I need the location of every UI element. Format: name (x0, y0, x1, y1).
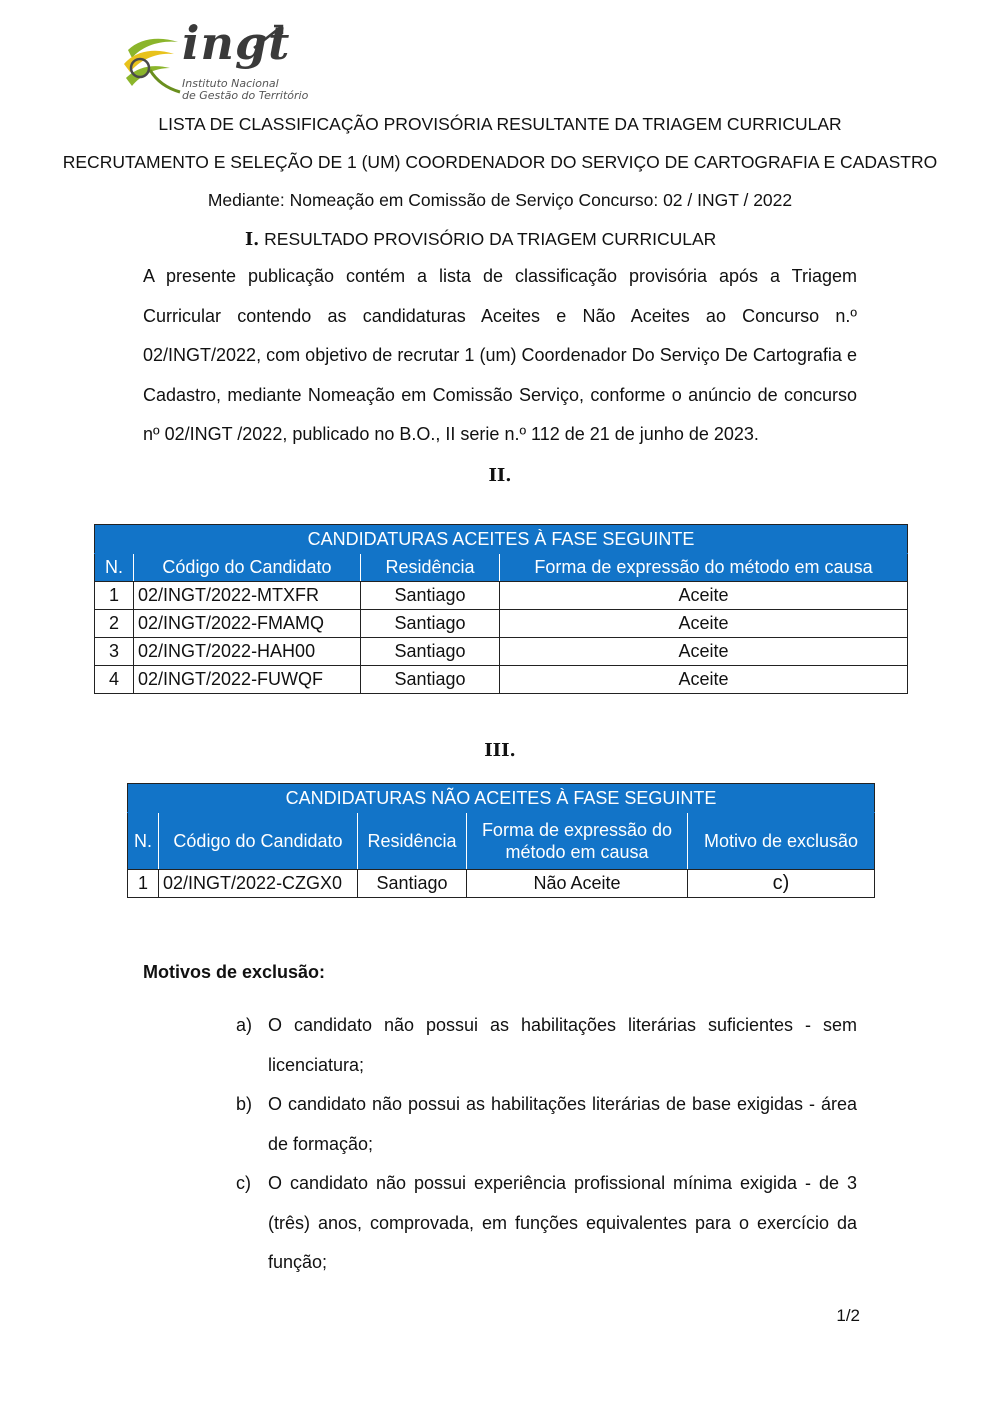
exclusion-reasons-heading: Motivos de exclusão: (143, 962, 326, 982)
section-1-title: RESULTADO PROVISÓRIO DA TRIAGEM CURRICULAR (264, 229, 717, 249)
exclusion-reasons-list (233, 1006, 857, 1283)
cell-result: Aceite (500, 666, 908, 694)
cell-result: Não Aceite (467, 870, 688, 898)
cell-exclusion-reason: c) (688, 870, 875, 898)
document-title: LISTA DE CLASSIFICAÇÃO PROVISÓRIA RESULTANTE DA TRIAGEM CURRICULAR (158, 114, 842, 134)
column-header: Residência (358, 813, 467, 870)
rejected-candidates-table (127, 783, 875, 898)
cell-number: 1 (128, 870, 159, 898)
cell-code: 02/INGT/2022-FUWQF (134, 666, 361, 694)
table-row (95, 666, 908, 694)
list-marker: c) (236, 1173, 251, 1193)
accepted-candidates-table (94, 524, 908, 694)
section-1-heading (245, 229, 716, 250)
document-subtitle: RECRUTAMENTO E SELEÇÃO DE 1 (UM) COORDENADOR DO SERVIÇO DE CARTOGRAFIA E CADASTRO (62, 152, 938, 172)
cell-residence: Santiago (361, 610, 500, 638)
logo-swoosh-icon (120, 20, 190, 100)
list-item-text: O candidato não possui as habilitações literárias suficientes - sem licenciatura; (268, 1015, 857, 1075)
cell-number: 4 (95, 666, 134, 694)
cell-residence: Santiago (361, 638, 500, 666)
column-header: N. (128, 813, 159, 870)
column-header: Residência (361, 554, 500, 582)
cell-result: Aceite (500, 582, 908, 610)
table-row (95, 582, 908, 610)
column-header: Forma de expressão do método em causa (467, 813, 688, 870)
list-item (233, 1164, 857, 1283)
cell-number: 2 (95, 610, 134, 638)
list-item (233, 1085, 857, 1164)
cell-result: Aceite (500, 638, 908, 666)
section-1-numeral: I. (245, 230, 260, 250)
table-row (95, 638, 908, 666)
competition-reference: Mediante: Nomeação em Comissão de Serviço Concurso: 02 / INGT / 2022 (207, 190, 793, 210)
intro-paragraph: A presente publicação contém a lista de classificação provisória após a Triagem Curricular contendo as candidaturas Aceites e Não Aceites ao Concurso n.º 02/INGT/2022, com objetivo de recrutar 1 (um) Coordenador Do Serviço De Cartografia e Cadastro, mediante Nomeação em Comissão Serviço, conforme o anúncio de concurso nº 02/INGT /2022, publicado no B.O., II serie n.º 112 de 21 de junho de 2023. (143, 266, 857, 444)
cell-result: Aceite (500, 610, 908, 638)
logo-cross-icon (250, 22, 286, 52)
cell-residence: Santiago (361, 582, 500, 610)
cell-number: 1 (95, 582, 134, 610)
section-2-numeral: II. (488, 465, 512, 486)
table-caption: CANDIDATURAS NÃO ACEITES À FASE SEGUINTE (128, 784, 875, 813)
list-marker: a) (236, 1015, 253, 1035)
column-header: Código do Candidato (134, 554, 361, 582)
column-header: Forma de expressão do método em causa (500, 554, 908, 582)
list-item-text: O candidato não possui as habilitações literárias de base exigidas - área de formação; (268, 1094, 857, 1154)
cell-residence: Santiago (358, 870, 467, 898)
page-number: 1/2 (836, 1306, 860, 1325)
list-item (233, 1006, 857, 1085)
table-row (95, 610, 908, 638)
ingt-logo (120, 16, 350, 106)
cell-code: 02/INGT/2022-HAH00 (134, 638, 361, 666)
table-caption: CANDIDATURAS ACEITES À FASE SEGUINTE (95, 525, 908, 554)
logo-subtitle: Instituto Nacional de Gestão do Território (182, 77, 309, 102)
list-item-text: O candidato não possui experiência profissional mínima exigida - de 3 (três) anos, comprovada, em funções equivalentes para o exercício da função; (268, 1173, 857, 1272)
cell-code: 02/INGT/2022-FMAMQ (134, 610, 361, 638)
cell-code: 02/INGT/2022-CZGX0 (159, 870, 358, 898)
logo-wordmark: ingt (182, 16, 291, 70)
cell-code: 02/INGT/2022-MTXFR (134, 582, 361, 610)
cell-residence: Santiago (361, 666, 500, 694)
column-header: Motivo de exclusão (688, 813, 875, 870)
cell-number: 3 (95, 638, 134, 666)
column-header: Código do Candidato (159, 813, 358, 870)
table-row (128, 870, 875, 898)
column-header: N. (95, 554, 134, 582)
section-3-numeral: III. (484, 740, 516, 761)
list-marker: b) (236, 1094, 253, 1114)
